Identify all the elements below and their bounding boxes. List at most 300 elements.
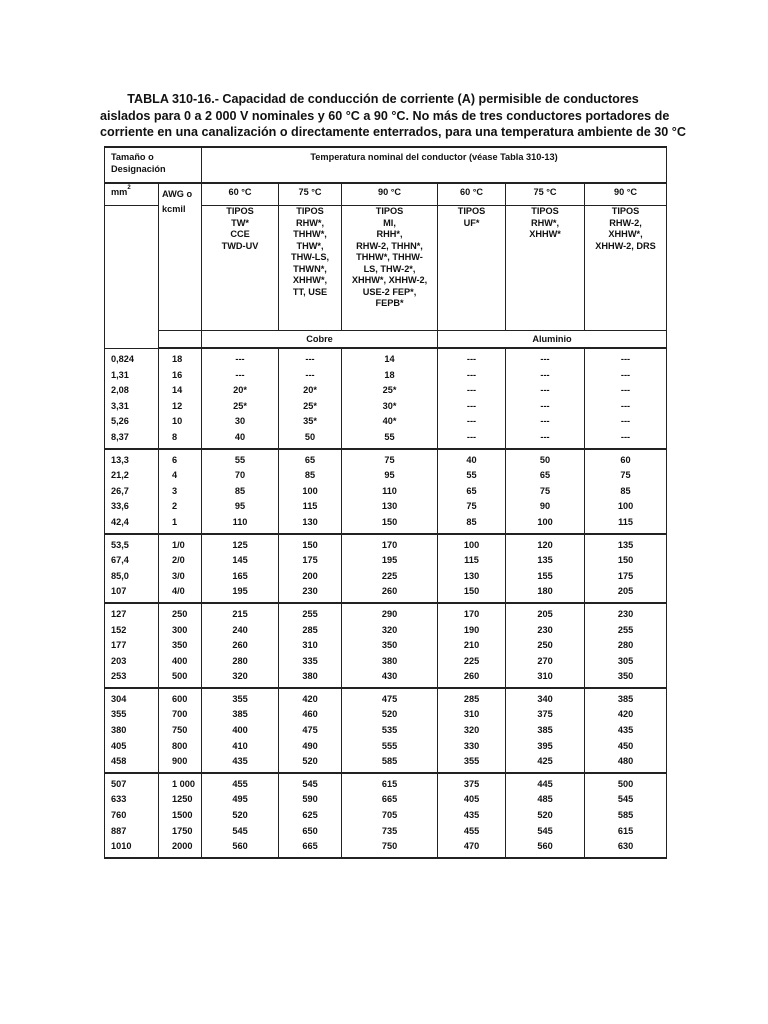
table-row xyxy=(105,669,667,688)
size-mm2-cell: 33,6 xyxy=(105,499,159,515)
size-mm2-cell: 127 xyxy=(105,603,159,623)
al-75-cell: 230 xyxy=(506,623,585,639)
cu-75-cell: 175 xyxy=(279,553,342,569)
cu-90-cell: 615 xyxy=(342,773,438,793)
temp-90-al: 90 °C xyxy=(585,183,667,206)
kcmil-label: kcmil xyxy=(162,204,186,214)
al-60-cell: 285 xyxy=(438,688,506,708)
table-row xyxy=(105,603,667,623)
al-60-cell: 435 xyxy=(438,808,506,824)
size-mm2-cell: 152 xyxy=(105,623,159,639)
size-awg-cell: 750 xyxy=(159,723,202,739)
al-60-cell: --- xyxy=(438,414,506,430)
size-mm2-cell: 507 xyxy=(105,773,159,793)
al-75-cell: 520 xyxy=(506,808,585,824)
table-row xyxy=(105,792,667,808)
al-60-cell: 455 xyxy=(438,824,506,840)
al-75-cell: 560 xyxy=(506,839,585,858)
al-90-cell: --- xyxy=(585,414,667,430)
table-row xyxy=(105,723,667,739)
tipos-label: TIPOS xyxy=(457,206,486,216)
cu-60-cell: 545 xyxy=(202,824,279,840)
header-row-temps xyxy=(105,183,667,206)
cu-90-cell: 585 xyxy=(342,754,438,773)
cu-60-cell: 145 xyxy=(202,553,279,569)
table-row xyxy=(105,688,667,708)
size-mm2-cell: 887 xyxy=(105,824,159,840)
cu-75-cell: 475 xyxy=(279,723,342,739)
cu-60-cell: 385 xyxy=(202,707,279,723)
size-mm2-cell: 304 xyxy=(105,688,159,708)
cu-75-cell: 545 xyxy=(279,773,342,793)
conductor-type: XHHW-2, DRS xyxy=(595,240,656,251)
al-90-cell: 175 xyxy=(585,569,667,585)
size-awg-cell: 700 xyxy=(159,707,202,723)
cu-90-cell: 430 xyxy=(342,669,438,688)
al-75-cell: --- xyxy=(506,399,585,415)
al-60-cell: 310 xyxy=(438,707,506,723)
cu-75-cell: --- xyxy=(279,348,342,368)
al-75-cell: 445 xyxy=(506,773,585,793)
al-90-cell: 480 xyxy=(585,754,667,773)
size-mm2-cell: 85,0 xyxy=(105,569,159,585)
al-75-cell: 120 xyxy=(506,534,585,554)
size-mm2-cell: 355 xyxy=(105,707,159,723)
al-75-cell: --- xyxy=(506,348,585,368)
temp-60-al: 60 °C xyxy=(438,183,506,206)
table-row xyxy=(105,468,667,484)
conductor-type: FEPB* xyxy=(375,298,404,308)
cu-75-cell: 625 xyxy=(279,808,342,824)
size-awg-cell: 16 xyxy=(159,368,202,384)
cu-75-cell: 310 xyxy=(279,638,342,654)
table-row xyxy=(105,739,667,755)
cu-60-cell: --- xyxy=(202,348,279,368)
table-row xyxy=(105,449,667,469)
cu-75-cell: 50 xyxy=(279,430,342,449)
size-mm2-cell: 3,31 xyxy=(105,399,159,415)
conductor-type: USE-2 FEP*, xyxy=(362,286,417,297)
al-60-cell: 100 xyxy=(438,534,506,554)
types-60-cu xyxy=(202,206,279,331)
al-75-cell: 135 xyxy=(506,553,585,569)
cu-75-cell: 100 xyxy=(279,484,342,500)
al-75-cell: 395 xyxy=(506,739,585,755)
cu-75-cell: 130 xyxy=(279,515,342,534)
al-75-cell: 310 xyxy=(506,669,585,688)
al-75-cell: --- xyxy=(506,383,585,399)
al-75-cell: --- xyxy=(506,430,585,449)
size-awg-cell: 600 xyxy=(159,688,202,708)
size-awg-cell: 4/0 xyxy=(159,584,202,603)
al-60-cell: 225 xyxy=(438,654,506,670)
cu-75-cell: 650 xyxy=(279,824,342,840)
cu-75-cell: 230 xyxy=(279,584,342,603)
cu-60-cell: 240 xyxy=(202,623,279,639)
types-75-al xyxy=(506,206,585,331)
size-header xyxy=(105,147,202,183)
cu-75-cell: 590 xyxy=(279,792,342,808)
conductor-type: XHHW*, xyxy=(292,275,328,285)
size-awg-cell: 6 xyxy=(159,449,202,469)
al-60-cell: 330 xyxy=(438,739,506,755)
size-mm2-cell: 42,4 xyxy=(105,515,159,534)
al-75-cell: 100 xyxy=(506,515,585,534)
cu-60-cell: 85 xyxy=(202,484,279,500)
conductor-type: RHH*, xyxy=(376,229,403,239)
header-row-material xyxy=(105,331,667,349)
al-60-cell: 150 xyxy=(438,584,506,603)
temperature-header: Temperatura nominal del conductor (véase Tabla 310-13) xyxy=(202,147,667,183)
conductor-type: RHW*, xyxy=(530,217,560,228)
al-75-cell: 250 xyxy=(506,638,585,654)
conductor-type: MI, xyxy=(383,217,396,228)
size-mm2-cell: 21,2 xyxy=(105,468,159,484)
table-row xyxy=(105,773,667,793)
al-75-cell: 375 xyxy=(506,707,585,723)
conductor-type: LS, THW-2*, xyxy=(363,263,416,274)
size-awg-cell: 8 xyxy=(159,430,202,449)
size-mm2-cell: 8,37 xyxy=(105,430,159,449)
al-90-cell: --- xyxy=(585,348,667,368)
al-75-cell: 155 xyxy=(506,569,585,585)
copper-label: Cobre xyxy=(202,331,438,349)
cu-75-cell: 380 xyxy=(279,669,342,688)
table-title xyxy=(100,91,686,141)
size-awg-cell: 900 xyxy=(159,754,202,773)
al-60-cell: 210 xyxy=(438,638,506,654)
cu-90-cell: 55 xyxy=(342,430,438,449)
al-90-cell: --- xyxy=(585,430,667,449)
mm-blank xyxy=(105,206,159,349)
size-awg-cell: 300 xyxy=(159,623,202,639)
al-75-cell: 425 xyxy=(506,754,585,773)
cu-75-cell: 150 xyxy=(279,534,342,554)
cu-90-cell: 130 xyxy=(342,499,438,515)
temp-75-al: 75 °C xyxy=(506,183,585,206)
conductor-type: THHW*, THHW- xyxy=(356,252,423,262)
cu-60-cell: 110 xyxy=(202,515,279,534)
types-60-al xyxy=(438,206,506,331)
cu-60-cell: 520 xyxy=(202,808,279,824)
al-60-cell: 75 xyxy=(438,499,506,515)
al-90-cell: 150 xyxy=(585,553,667,569)
cu-60-cell: 560 xyxy=(202,839,279,858)
table-row xyxy=(105,499,667,515)
al-60-cell: 55 xyxy=(438,468,506,484)
conductor-type: UF* xyxy=(463,217,480,228)
size-awg-cell: 18 xyxy=(159,348,202,368)
al-90-cell: 545 xyxy=(585,792,667,808)
cu-90-cell: 705 xyxy=(342,808,438,824)
temp-60-cu: 60 °C xyxy=(202,183,279,206)
cu-90-cell: 18 xyxy=(342,368,438,384)
size-mm2-cell: 1,31 xyxy=(105,368,159,384)
title-line: corriente en una canalización o directamente enterrados, para una temperatura ambiente de 30 °C xyxy=(100,125,686,139)
size-mm2-cell: 26,7 xyxy=(105,484,159,500)
size-awg-cell: 1250 xyxy=(159,792,202,808)
table-row xyxy=(105,569,667,585)
al-90-cell: 615 xyxy=(585,824,667,840)
size-mm2-cell: 2,08 xyxy=(105,383,159,399)
cu-75-cell: 20* xyxy=(279,383,342,399)
cu-60-cell: 20* xyxy=(202,383,279,399)
al-75-cell: 180 xyxy=(506,584,585,603)
al-90-cell: 135 xyxy=(585,534,667,554)
table-row xyxy=(105,623,667,639)
al-75-cell: 205 xyxy=(506,603,585,623)
size-mm2-cell: 53,5 xyxy=(105,534,159,554)
size-awg-cell: 1500 xyxy=(159,808,202,824)
size-awg-cell: 1 xyxy=(159,515,202,534)
size-awg-cell: 4 xyxy=(159,468,202,484)
header-row-size xyxy=(105,147,667,183)
table-row xyxy=(105,484,667,500)
size-mm2-cell: 760 xyxy=(105,808,159,824)
types-90-cu xyxy=(342,206,438,331)
al-75-cell: 65 xyxy=(506,468,585,484)
table-row xyxy=(105,824,667,840)
conductor-type: THW*, xyxy=(296,240,324,251)
conductor-type: XHHW* xyxy=(529,229,561,239)
cu-60-cell: 215 xyxy=(202,603,279,623)
conductor-type: XHHW*, xyxy=(608,229,643,239)
al-75-cell: 90 xyxy=(506,499,585,515)
aluminum-label: Aluminio xyxy=(438,331,667,349)
al-60-cell: 190 xyxy=(438,623,506,639)
conductor-type: TT, USE xyxy=(292,286,328,297)
cu-90-cell: 30* xyxy=(342,399,438,415)
cu-75-cell: 115 xyxy=(279,499,342,515)
cu-60-cell: 25* xyxy=(202,399,279,415)
al-60-cell: 355 xyxy=(438,754,506,773)
cu-60-cell: --- xyxy=(202,368,279,384)
al-60-cell: 470 xyxy=(438,839,506,858)
al-60-cell: 65 xyxy=(438,484,506,500)
al-90-cell: 100 xyxy=(585,499,667,515)
cu-90-cell: 380 xyxy=(342,654,438,670)
size-awg-cell: 2000 xyxy=(159,839,202,858)
cu-90-cell: 110 xyxy=(342,484,438,500)
cu-90-cell: 195 xyxy=(342,553,438,569)
al-60-cell: 130 xyxy=(438,569,506,585)
awg-header xyxy=(159,183,202,331)
cu-60-cell: 30 xyxy=(202,414,279,430)
cu-60-cell: 355 xyxy=(202,688,279,708)
types-75-cu xyxy=(279,206,342,331)
cu-60-cell: 455 xyxy=(202,773,279,793)
size-mm2-cell: 405 xyxy=(105,739,159,755)
al-90-cell: 115 xyxy=(585,515,667,534)
temp-75-cu: 75 °C xyxy=(279,183,342,206)
conductor-type: RHW-2, THHN*, xyxy=(356,240,423,251)
cu-90-cell: 665 xyxy=(342,792,438,808)
cu-75-cell: 200 xyxy=(279,569,342,585)
al-60-cell: 85 xyxy=(438,515,506,534)
size-awg-cell: 350 xyxy=(159,638,202,654)
cu-75-cell: 520 xyxy=(279,754,342,773)
cu-90-cell: 25* xyxy=(342,383,438,399)
al-90-cell: 385 xyxy=(585,688,667,708)
size-mm2-cell: 253 xyxy=(105,669,159,688)
cu-60-cell: 260 xyxy=(202,638,279,654)
table-row xyxy=(105,654,667,670)
cu-60-cell: 320 xyxy=(202,669,279,688)
size-awg-cell: 250 xyxy=(159,603,202,623)
size-mm2-cell: 0,824 xyxy=(105,348,159,368)
al-75-cell: 270 xyxy=(506,654,585,670)
al-90-cell: 420 xyxy=(585,707,667,723)
al-75-cell: 340 xyxy=(506,688,585,708)
al-90-cell: --- xyxy=(585,383,667,399)
al-75-cell: --- xyxy=(506,368,585,384)
ampacity-table xyxy=(104,146,667,859)
cu-90-cell: 14 xyxy=(342,348,438,368)
cu-75-cell: --- xyxy=(279,368,342,384)
cu-75-cell: 460 xyxy=(279,707,342,723)
al-90-cell: --- xyxy=(585,368,667,384)
size-awg-cell: 1/0 xyxy=(159,534,202,554)
size-awg-cell: 3/0 xyxy=(159,569,202,585)
al-60-cell: 375 xyxy=(438,773,506,793)
al-75-cell: 50 xyxy=(506,449,585,469)
size-awg-cell: 400 xyxy=(159,654,202,670)
cu-90-cell: 170 xyxy=(342,534,438,554)
cu-75-cell: 665 xyxy=(279,839,342,858)
al-60-cell: 170 xyxy=(438,603,506,623)
size-awg-cell: 12 xyxy=(159,399,202,415)
designation-label: Designación xyxy=(111,164,166,174)
cu-75-cell: 420 xyxy=(279,688,342,708)
size-awg-cell: 2 xyxy=(159,499,202,515)
conductor-type: CCE xyxy=(230,229,250,239)
cu-75-cell: 35* xyxy=(279,414,342,430)
cu-75-cell: 335 xyxy=(279,654,342,670)
tipos-label: TIPOS xyxy=(531,206,559,216)
tipos-label: TIPOS xyxy=(296,206,324,216)
awg-label: AWG o xyxy=(162,189,193,199)
al-60-cell: 320 xyxy=(438,723,506,739)
cu-90-cell: 475 xyxy=(342,688,438,708)
cu-75-cell: 85 xyxy=(279,468,342,484)
tipos-label: TIPOS xyxy=(611,206,640,216)
al-60-cell: --- xyxy=(438,348,506,368)
size-awg-cell: 500 xyxy=(159,669,202,688)
cu-90-cell: 40* xyxy=(342,414,438,430)
al-90-cell: 585 xyxy=(585,808,667,824)
al-60-cell: --- xyxy=(438,368,506,384)
al-60-cell: --- xyxy=(438,430,506,449)
conductor-type: RHW-2, xyxy=(609,217,642,228)
table-row xyxy=(105,754,667,773)
size-awg-cell: 1 000 xyxy=(159,773,202,793)
table-row xyxy=(105,399,667,415)
cu-60-cell: 280 xyxy=(202,654,279,670)
size-awg-cell: 1750 xyxy=(159,824,202,840)
al-90-cell: 630 xyxy=(585,839,667,858)
al-75-cell: 75 xyxy=(506,484,585,500)
table-row xyxy=(105,839,667,858)
size-label: Tamaño o xyxy=(111,152,154,162)
size-awg-cell: 10 xyxy=(159,414,202,430)
cu-60-cell: 435 xyxy=(202,754,279,773)
cu-60-cell: 165 xyxy=(202,569,279,585)
cu-90-cell: 750 xyxy=(342,839,438,858)
cu-60-cell: 95 xyxy=(202,499,279,515)
conductor-type: THWN*, xyxy=(293,263,327,274)
al-75-cell: 485 xyxy=(506,792,585,808)
conductor-type: THHW*, xyxy=(293,229,327,239)
cu-75-cell: 255 xyxy=(279,603,342,623)
cu-75-cell: 490 xyxy=(279,739,342,755)
al-90-cell: 450 xyxy=(585,739,667,755)
cu-75-cell: 25* xyxy=(279,399,342,415)
size-mm2-cell: 203 xyxy=(105,654,159,670)
cu-60-cell: 70 xyxy=(202,468,279,484)
table-row xyxy=(105,534,667,554)
cu-90-cell: 225 xyxy=(342,569,438,585)
cu-60-cell: 195 xyxy=(202,584,279,603)
size-mm2-cell: 67,4 xyxy=(105,553,159,569)
al-60-cell: --- xyxy=(438,383,506,399)
table-row xyxy=(105,584,667,603)
al-60-cell: 405 xyxy=(438,792,506,808)
cu-60-cell: 495 xyxy=(202,792,279,808)
mm-header: $mm^2$ xyxy=(105,183,159,206)
size-mm2-cell: 13,3 xyxy=(105,449,159,469)
al-90-cell: 75 xyxy=(585,468,667,484)
al-90-cell: 60 xyxy=(585,449,667,469)
conductor-type: TW* xyxy=(231,217,249,228)
size-mm2-cell: 1010 xyxy=(105,839,159,858)
al-90-cell: 85 xyxy=(585,484,667,500)
al-75-cell: 385 xyxy=(506,723,585,739)
al-60-cell: --- xyxy=(438,399,506,415)
al-90-cell: 230 xyxy=(585,603,667,623)
table-row xyxy=(105,414,667,430)
al-60-cell: 115 xyxy=(438,553,506,569)
al-60-cell: 40 xyxy=(438,449,506,469)
size-mm2-cell: 107 xyxy=(105,584,159,603)
size-awg-cell: 2/0 xyxy=(159,553,202,569)
cu-90-cell: 735 xyxy=(342,824,438,840)
cu-90-cell: 535 xyxy=(342,723,438,739)
al-90-cell: 500 xyxy=(585,773,667,793)
table-row xyxy=(105,430,667,449)
al-90-cell: 435 xyxy=(585,723,667,739)
types-90-al xyxy=(585,206,667,331)
size-awg-cell: 3 xyxy=(159,484,202,500)
al-60-cell: 260 xyxy=(438,669,506,688)
table-row xyxy=(105,348,667,368)
size-mm2-cell: 177 xyxy=(105,638,159,654)
title-line: TABLA 310-16.- Capacidad de conducción de corriente (A) permisible de conductores xyxy=(127,92,639,106)
size-awg-cell: 14 xyxy=(159,383,202,399)
table-row xyxy=(105,638,667,654)
table-row xyxy=(105,368,667,384)
table-row xyxy=(105,383,667,399)
awg-blank xyxy=(159,331,202,349)
al-90-cell: 280 xyxy=(585,638,667,654)
cu-90-cell: 150 xyxy=(342,515,438,534)
size-awg-cell: 800 xyxy=(159,739,202,755)
cu-75-cell: 65 xyxy=(279,449,342,469)
tipos-label: TIPOS xyxy=(226,206,254,216)
size-mm2-cell: 633 xyxy=(105,792,159,808)
conductor-type: TWD-UV xyxy=(221,240,259,251)
al-90-cell: 305 xyxy=(585,654,667,670)
conductor-type: XHHW*, XHHW-2, xyxy=(351,275,428,285)
